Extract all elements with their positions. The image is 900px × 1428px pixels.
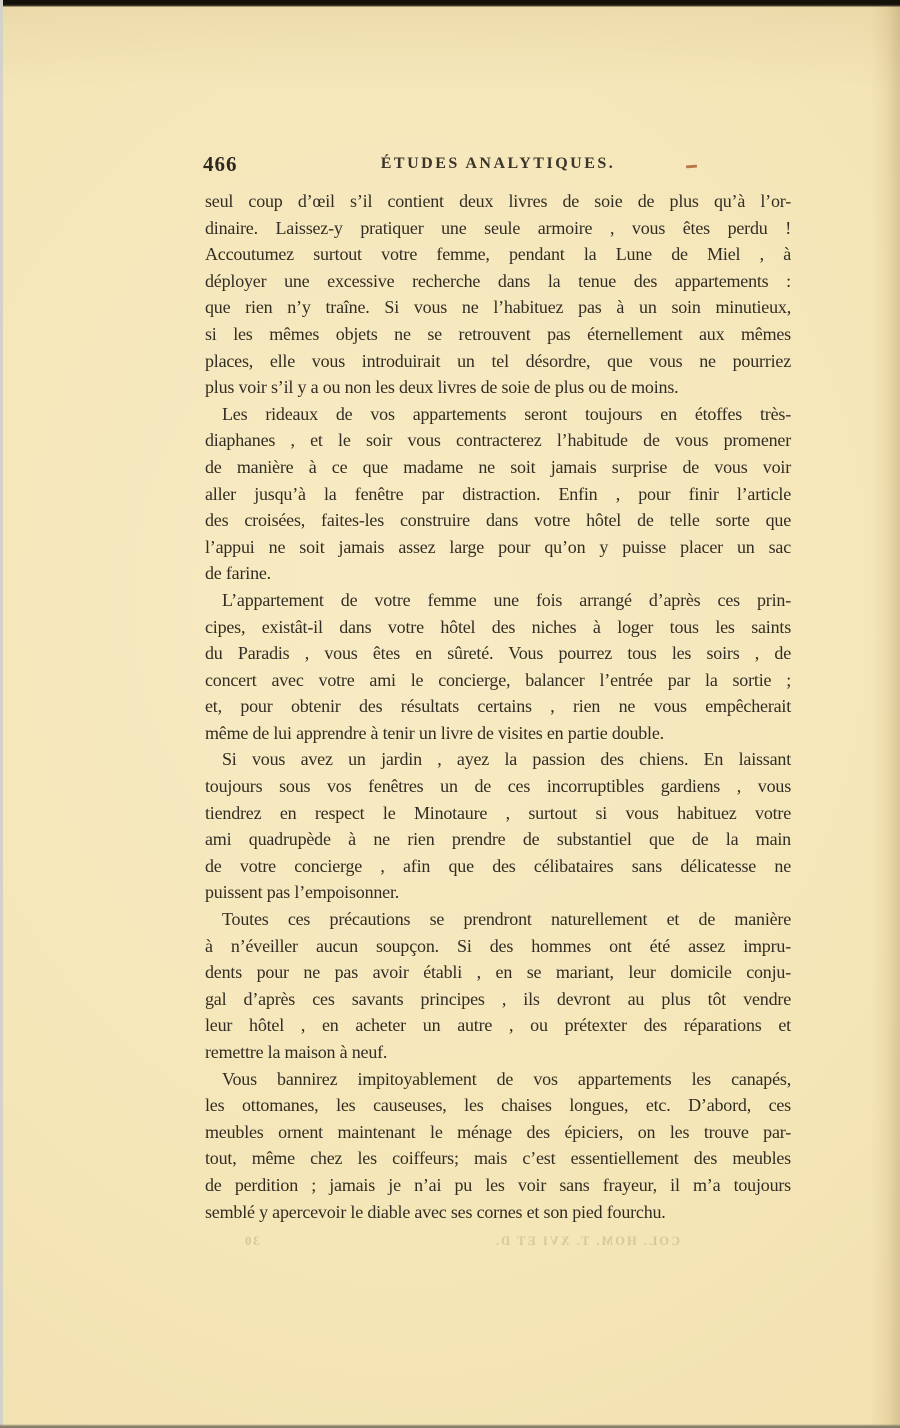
text-line: de manière à ce que madame ne soit jamais surprise de vous voir: [205, 456, 791, 477]
text-line: concert avec votre ami le concierge, balancer l’entrée par la sortie ;: [205, 669, 791, 690]
paragraph: [205, 587, 791, 747]
paragraph: [205, 746, 791, 906]
scan-edge-bottom: [0, 1424, 900, 1428]
body-text: [205, 188, 791, 1225]
text-line: L’appartement de votre femme une fois arrangé d’après ces prin-: [222, 589, 791, 610]
text-line: du Paradis , vous êtes en sûreté. Vous pourrez tous les soirs , de: [205, 643, 791, 664]
text-line: même de lui apprendre à tenir un livre de visites en partie double.: [205, 722, 664, 743]
text-line: l’appui ne soit jamais assez large pour qu’on y puisse placer un sac: [205, 536, 791, 557]
bleedthrough-signature: COL. HOM. T. XVI ET D.: [494, 1234, 681, 1248]
text-line: puissent pas l’empoisonner.: [205, 882, 400, 903]
paper-shading: [0, 0, 900, 90]
running-title: ÉTUDES ANALYTIQUES.: [380, 155, 616, 172]
text-line: diaphanes , et le soir vous contracterez l’habitude de vous promener: [205, 430, 791, 451]
text-line: de perdition ; jamais je n’ai pu les voir sans frayeur, il m’a toujours: [205, 1174, 791, 1195]
text-line: ami quadrupède à ne rien prendre de substantiel que de la main: [205, 829, 791, 850]
text-line: des croisées, faites-les construire dans votre hôtel de telle sorte que: [205, 510, 791, 531]
text-line: leur hôtel , en acheter un autre , ou prétexter des réparations et: [205, 1015, 791, 1036]
bleedthrough-text: [0, 1234, 900, 1252]
paragraph: [205, 906, 791, 1066]
page-number: 466: [203, 152, 238, 176]
scan-edge-top: [0, 0, 900, 7]
text-line: cipes, existât-il dans votre hôtel des niches à loger tous les saints: [205, 616, 791, 637]
text-line: remettre la maison à neuf.: [205, 1042, 388, 1062]
text-line: semblé y apercevoir le diable avec ses cornes et son pied fourchu.: [205, 1201, 666, 1222]
text-line: les ottomanes, les causeuses, les chaises longues, etc. D’abord, ces: [205, 1095, 791, 1116]
text-line: dinaire. Laissez-y pratiquer une seule armoire , vous êtes perdu !: [205, 217, 791, 238]
scan-edge-right: [870, 0, 900, 1428]
text-line: Vous bannirez impitoyablement de vos appartements les canapés,: [222, 1068, 791, 1089]
text-line: plus voir s’il y a ou non les deux livres de soie de plus ou de moins.: [205, 377, 679, 398]
text-line: Accoutumez surtout votre femme, pendant la Lune de Miel , à: [205, 244, 791, 265]
text-line: si les mêmes objets ne se retrouvent pas éternellement aux mêmes: [205, 323, 791, 344]
text-line: à n’éveiller aucun soupçon. Si des hommes ont été assez impru-: [205, 935, 791, 956]
paragraph: [205, 1066, 791, 1226]
text-line: Toutes ces précautions se prendront naturellement et de manière: [222, 909, 791, 930]
text-line: aller jusqu’à la fenêtre par distraction. Enfin , pour finir l’article: [205, 483, 791, 504]
text-line: places, elle vous introduirait un tel désordre, que vous ne pourriez: [205, 350, 791, 371]
text-line: dents pour ne pas avoir établi , en se mariant, leur domicile conju-: [205, 962, 791, 983]
text-line: et, pour obtenir des résultats certains , rien ne vous empêcherait: [205, 696, 791, 717]
text-line: de votre concierge , afin que des célibataires sans délicatesse ne: [205, 855, 791, 876]
paragraph: [205, 401, 791, 587]
text-line: tiendrez en respect le Minotaure , surtout si vous habituez votre: [205, 802, 791, 823]
bleedthrough-number: 30: [243, 1234, 260, 1248]
text-line: toujours sous vos fenêtres un de ces incorruptibles gardiens , vous: [205, 776, 791, 797]
text-line: Les rideaux de vos appartements seront toujours en étoffes très-: [222, 403, 791, 424]
text-line: gal d’après ces savants principes , ils devront au plus tôt vendre: [205, 988, 791, 1009]
text-line: meubles ornent maintenant le ménage des épiciers, on les trouve par-: [205, 1121, 791, 1142]
text-line: de farine.: [205, 563, 271, 584]
text-line: que rien n’y traîne. Si vous ne l’habituez pas à un soin minutieux,: [205, 297, 791, 318]
text-line: Si vous avez un jardin , ayez la passion des chiens. En laissant: [222, 749, 791, 770]
paragraph: [205, 188, 791, 401]
text-line: tout, même chez les coiffeurs; mais c’est essentiellement des meubles: [205, 1148, 791, 1169]
text-line: seul coup d’œil s’il contient deux livres de soie de plus qu’à l’or-: [205, 191, 791, 211]
scan-edge-left: [0, 0, 3, 1428]
text-line: déployer une excessive recherche dans la tenue des appartements :: [205, 270, 791, 291]
page-header: [205, 152, 791, 176]
